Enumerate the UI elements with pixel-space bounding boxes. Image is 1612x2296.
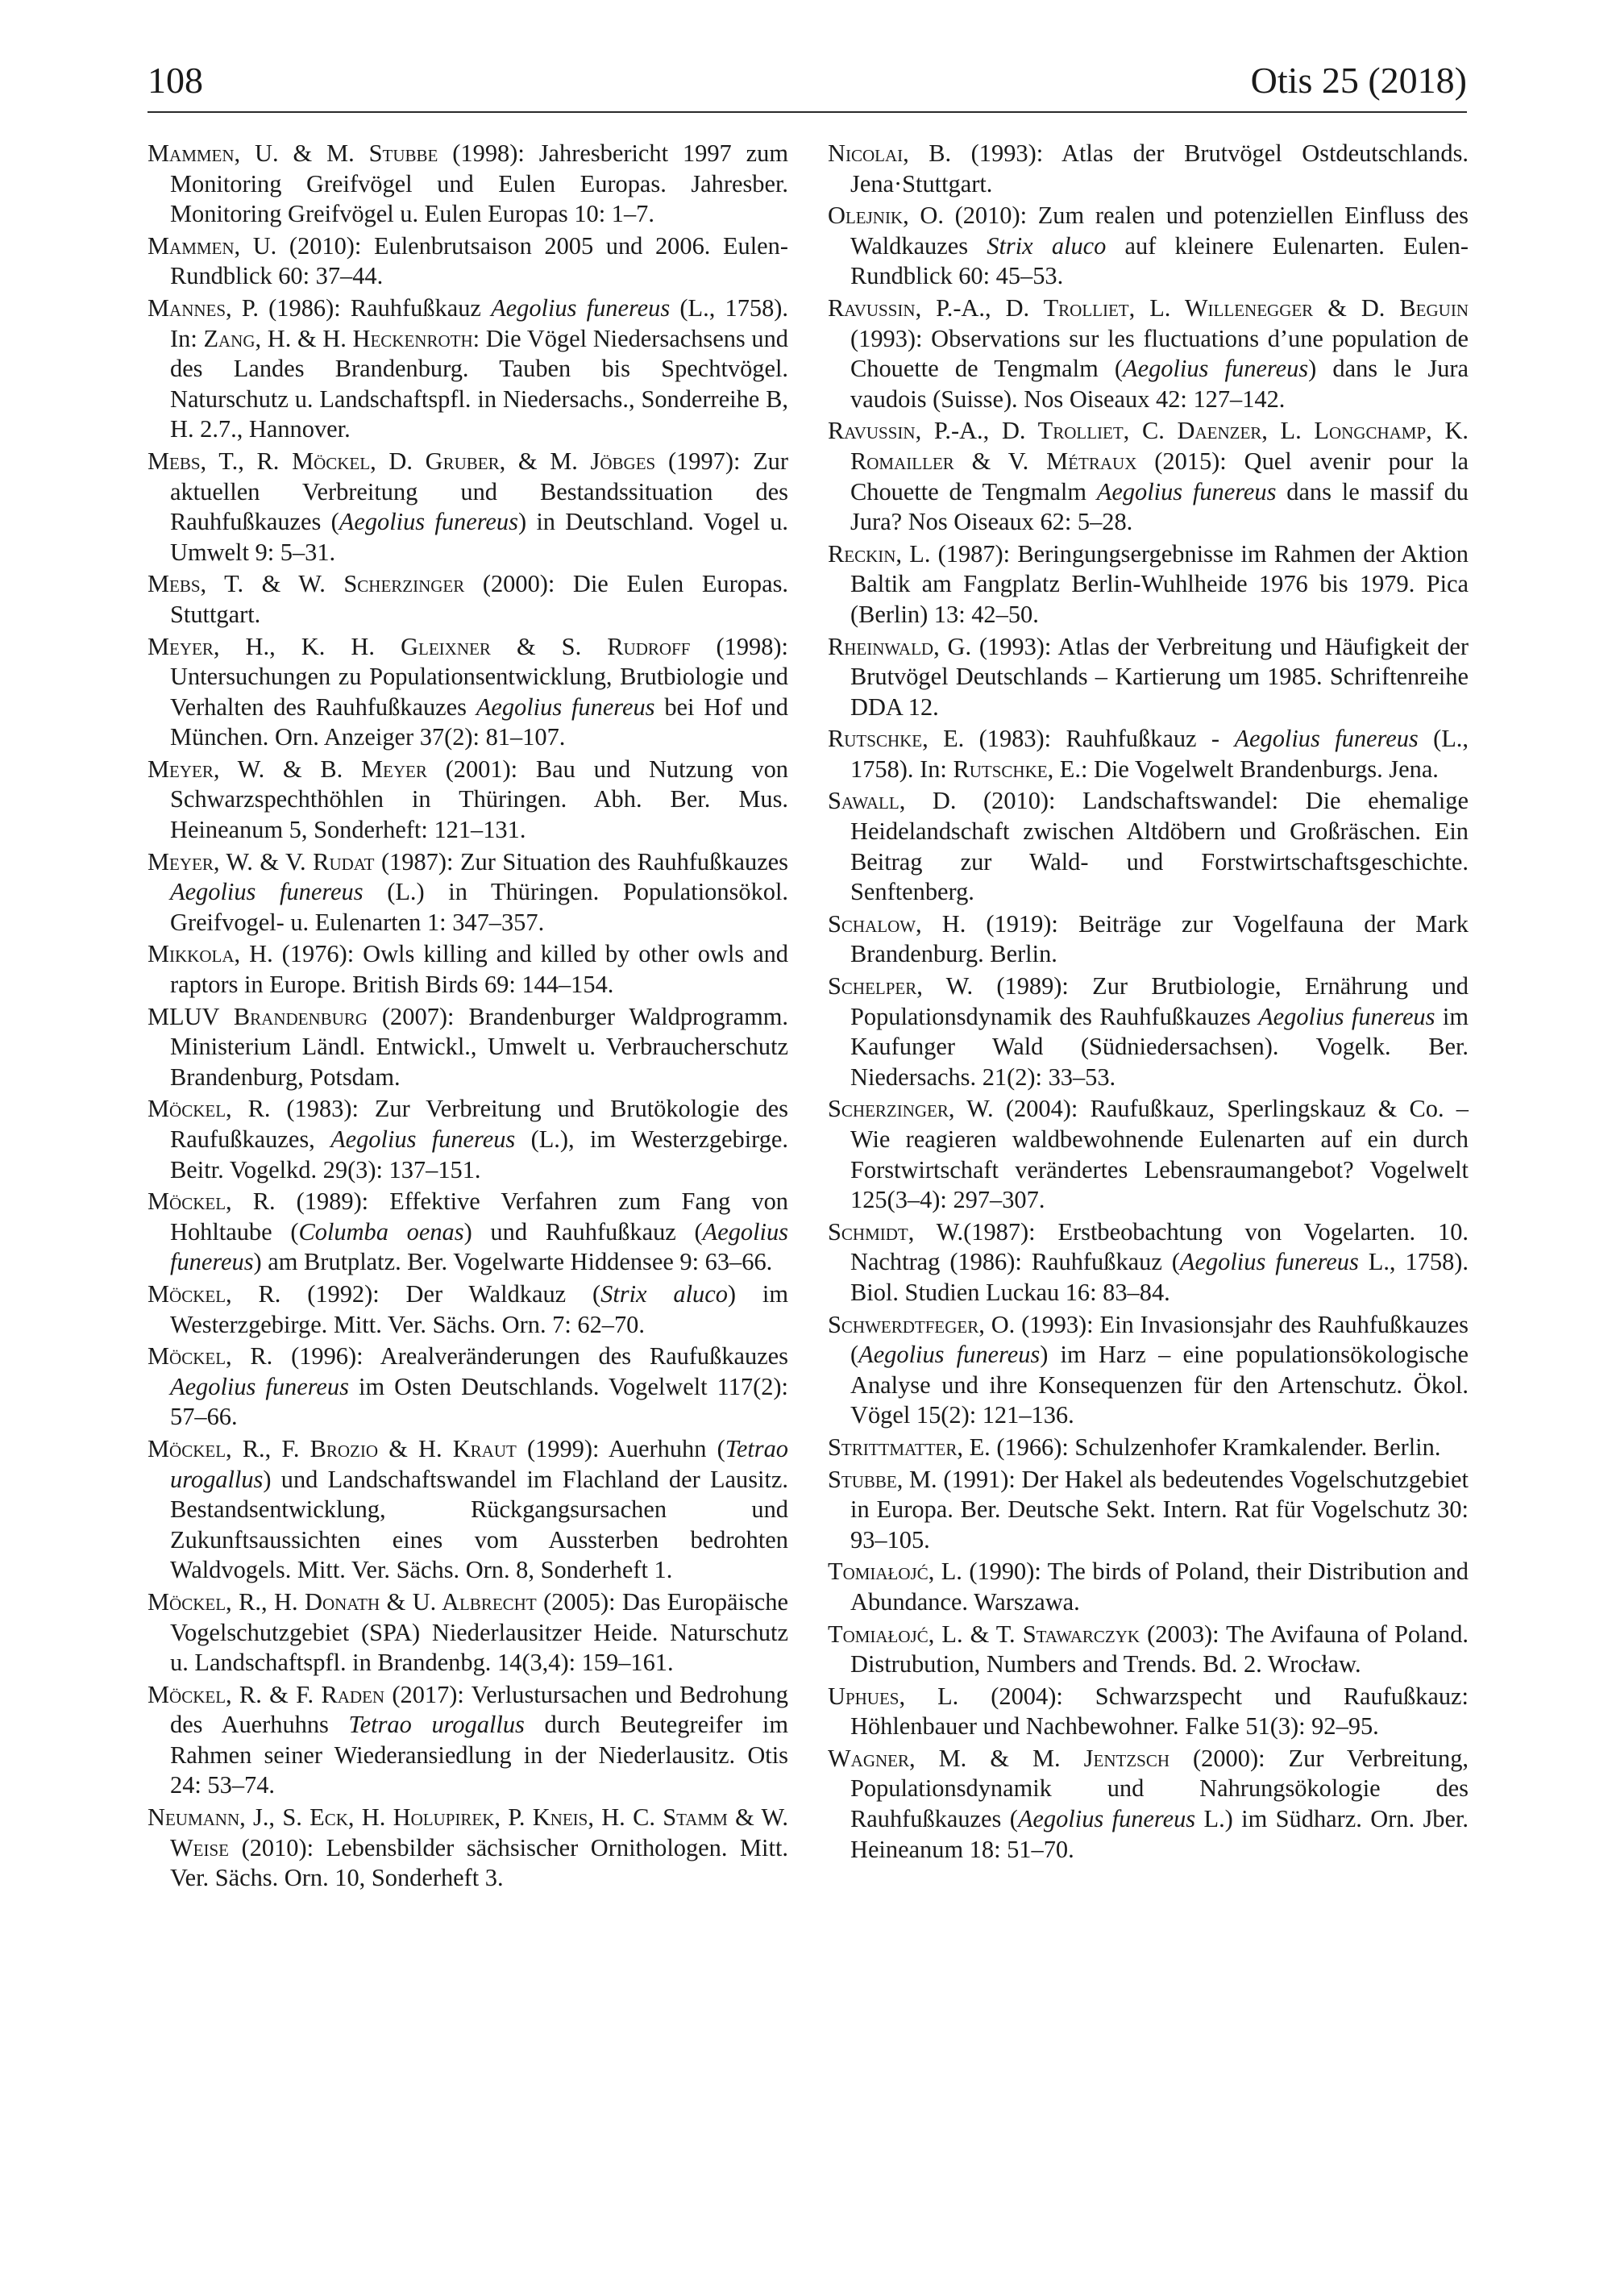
reference-text: (1987): Erstbeobachtung von Vogelarten. 10. Nachtrag (1986): Rauhfußkauz ( [850,1217,1469,1276]
reference-text: (2003): The Avifauna of Poland. Distrubution, Numbers and Trends. Bd. 2. Wrocław. [850,1620,1469,1678]
reference-entry [828,1557,1469,1617]
reference-text: (1987): Beringungsergebnisse im Rahmen der Aktion Baltik am Fangplatz Berlin-Wuhlheide 1976 bis 1979. Pica (Berlin) 13: 42–50. [850,539,1469,628]
reference-text: (L., 1758). In: [850,725,1469,783]
reference-text: ) im Harz – eine populationsökologische Analyse und ihre Konsequenzen für den Artenschutz. Ökol. Vögel 15(2): 121–136. [850,1341,1469,1429]
reference-authors: Reckin, L. [828,539,931,568]
species-name: Tetrao urogallus [348,1711,525,1739]
reference-text: (1998): Untersuchungen zu Populationsentwicklung, Brutbiologie und Verhalten des Rauhfußkauzes [170,632,788,721]
reference-entry [147,139,788,230]
reference-text: ) und Rauhfußkauz ( [463,1217,703,1246]
header-rule [147,111,1467,113]
reference-text: ) dans le Jura vaudois (Suisse). Nos Oiseaux 42: 127–142. [850,355,1469,413]
species-name: Aegolius funereus [1179,1248,1359,1276]
reference-entry [147,1434,788,1586]
reference-text: bei Hof und München. Orn. Anzeiger 37(2): 81–107. [170,693,788,751]
reference-text: (2010): Lebensbilder sächsischer Ornithologen. Mitt. Ver. Sächs. Orn. 10, Sonderheft 3. [170,1833,788,1892]
reference-authors: Möckel, R. [147,1342,273,1371]
reference-authors: Brandenburg [233,1002,368,1030]
reference-authors: Möckel, R., H. Donath & U. Albrecht [147,1587,537,1616]
reference-text: (1999): Auerhuhn ( [516,1434,725,1462]
reference-text: (1998): Jahresbericht 1997 zum Monitoring Greifvögel und Eulen Europas. Jahresber. Monitoring Greifvögel u. Eulen Europas 10: 1–7. [170,139,788,228]
species-name: Aegolius funereus [858,1341,1041,1369]
reference-text: (1989): Effektive Verfahren zum Fang von Hohltaube ( [170,1188,788,1246]
reference-entry [828,139,1469,199]
species-name: Aegolius funereus [339,508,518,536]
reference-entry [828,1217,1469,1308]
reference-text: (1996): Arealveränderungen des Raufußkauzes [272,1342,788,1371]
reference-entry [147,569,788,630]
reference-text: (2010): Eulenbrutsaison 2005 und 2006. Eulen-Rundblick 60: 37–44. [170,231,788,290]
reference-entry [828,1433,1469,1463]
reference-authors: Meyer, H., K. H. Gleixner & S. Rudroff [147,632,691,660]
reference-entry [828,1620,1469,1680]
reference-authors: Olejnik, O. [828,202,944,230]
reference-authors: Schalow, H. [828,909,966,938]
reference-entry [147,939,788,1000]
reference-authors: Sawall, D. [828,787,957,815]
reference-entry [828,1094,1469,1215]
reference-authors: Schwerdtfeger, O. [828,1310,1016,1338]
reference-authors: Mebs, T., R. Möckel, D. Gruber, & M. Jöbges [147,447,656,475]
species-name: Aegolius funereus [491,293,671,322]
reference-authors: Mammen, U. & M. Stubbe [147,139,438,167]
reference-text: ) im Westerzgebirge. Mitt. Ver. Sächs. Orn. 7: 62–70. [170,1279,788,1338]
reference-text: L., 1758). Biol. Studien Luckau 16: 83–84. [850,1248,1469,1306]
species-name: Aegolius funereus [476,693,655,721]
reference-authors: Strittmatter, E. [828,1433,991,1461]
reference-text: (1976): Owls killing and killed by other owls and raptors in Europe. British Birds 69: 144–154. [170,940,788,999]
reference-entry [828,786,1469,907]
species-name: Aegolius funereus [1258,1002,1435,1030]
references-left-column [147,139,788,1895]
reference-authors: Tomiałojć, L. [828,1558,962,1586]
reference-entry [828,971,1469,1092]
reference-text: (2000): Die Eulen Europas. Stuttgart. [170,570,789,628]
reference-text: (1983): Zur Verbreitung und Brutökologie des Raufußkauzes, [170,1095,788,1153]
reference-text: (2000): Zur Verbreitung, Populationsdynamik und Nahrungsökologie des Rauhfußkauzes ( [850,1744,1469,1833]
reference-authors: Ravussin, P.-A., D. Trolliet, C. Daenzer, L. Longchamp, K. Romailler & V. Métraux [828,417,1469,475]
reference-text: (L.) in Thüringen. Populationsökol. Greifvogel- u. Eulenarten 1: 347–357. [170,878,788,936]
reference-authors: Möckel, R. [147,1279,281,1308]
reference-authors: Wagner, M. & M. Jentzsch [828,1744,1170,1772]
reference-text: (2007): Brandenburger Waldprogramm. Ministerium Ländl. Entwickl., Umwelt u. Verbraucherschutz Brandenburg, Potsdam. [170,1002,789,1091]
reference-text: : Die Vögel Niedersachsens und des Landes Brandenburg. Tauben bis Spechtvögel. Naturschutz u. Landschaftspfl. in Niedersachs., Sonderreihe B, H. 2.7., Hannover. [170,324,788,443]
reference-authors: Scherzinger, W. [828,1095,994,1123]
reference-entry [828,1310,1469,1431]
reference-text: (1993): Atlas der Verbreitung und Häufigkeit der Brutvögel Deutschlands – Kartierung um 1985. Schriftenreihe DDA 12. [850,632,1469,721]
reference-entry [147,1680,788,1801]
species-name: Aegolius funereus [1017,1805,1196,1833]
reference-entry [147,1279,788,1340]
reference-entry [828,724,1469,784]
reference-entry [828,632,1469,723]
species-name: Tetrao urogallus [170,1434,788,1493]
reference-text: (2017): Verlustursachen und Bedrohung des Auerhuhns [170,1680,788,1739]
reference-authors: Mammen, U. [147,231,277,260]
species-name: Aegolius funereus [170,1217,789,1276]
reference-entry [828,1465,1469,1556]
reference-text: im Kaufunger Wald (Südniedersachsen). Vogelk. Ber. Niedersachs. 21(2): 33–53. [850,1002,1469,1091]
reference-text: (1986): Rauhfußkauz [258,293,492,322]
reference-text: (L.), im Westerzgebirge. Beitr. Vogelkd. 29(3): 137–151. [170,1125,789,1183]
reference-text: : Die Vogelwelt Brandenburgs. Jena. [1080,755,1439,783]
species-name: Aegolius funereus [330,1125,516,1153]
reference-text: (2004): Schwarzspecht und Raufußkauz: Höhlenbauer und Nachbewohner. Falke 51(3): 92–95. [850,1682,1469,1741]
reference-text: (1919): Beiträge zur Vogelfauna der Mark Brandenburg. Berlin. [850,909,1469,968]
references-right-column [828,139,1469,1866]
reference-text: MLUV [147,1002,234,1030]
reference-text: (1997): Zur aktuellen Verbreitung und Bestandssituation des Rauhfußkauzes ( [170,447,788,536]
reference-text: ) und Landschaftswandel im Flachland der Lausitz. Bestandsentwicklung, Rückgangsursachen und Zukunftsaussichten eines vom Aussterben bedrohten Waldvogels. Mitt. Ver. Sächs. Orn. 8, Sonderheft 1. [170,1465,788,1584]
reference-text: (2010): Zum realen und potenziellen Einfluss des Waldkauzes [850,202,1469,260]
reference-entry [147,1341,788,1433]
reference-entry [147,1094,788,1185]
reference-text: (2004): Raufußkauz, Sperlingskauz & Co. – Wie reagieren waldbewohnende Eulenarten auf ein durch Forstwirtschaft verändertes Lebensraumangebot? Vogelwelt 125(3–4): 297–307. [850,1095,1469,1214]
reference-text: ) in Deutschland. Vogel u. Umwelt 9: 5–31. [170,508,788,566]
reference-entry [828,539,1469,630]
reference-entry [828,201,1469,292]
species-name: Strix aluco [987,231,1107,260]
reference-text: (1966): Schulzenhofer Kramkalender. Berlin. [990,1433,1441,1461]
reference-authors: Schmidt, W. [828,1217,964,1246]
reference-text: (1991): Der Hakel als bedeutendes Vogelschutzgebiet in Europa. Ber. Deutsche Sekt. Intern. Rat für Vogelschutz 30: 93–105. [850,1465,1469,1554]
reference-text: (1993): Ein Invasionsjahr des Rauhfußkauzes ( [850,1310,1469,1369]
page-number: 108 [147,60,203,101]
reference-entry [147,1587,788,1678]
reference-text: durch Beutegreifer im Rahmen seiner Wiederansiedlung in der Niederlausitz. Otis 24: 53–74. [170,1711,789,1799]
species-name: Aegolius funereus [170,1372,349,1400]
reference-entry [828,909,1469,970]
reference-text: (1989): Zur Brutbiologie, Ernährung und Populationsdynamik des Rauhfußkauzes [850,972,1469,1030]
reference-authors: Nicolai, B. [828,139,952,167]
reference-authors: Meyer, W. & V. Rudat [147,847,375,876]
reference-authors: Möckel, R. & F. Raden [147,1680,385,1708]
reference-authors: Möckel, R. [147,1188,276,1216]
reference-entry [828,1682,1469,1742]
reference-authors: Uphues, L. [828,1682,959,1710]
reference-text: (2010): Landschaftswandel: Die ehemalige Heidelandschaft zwischen Altdöbern und Großräschen. Ein Beitrag zur Wald- und Forstwirtschaftsgeschichte. Senftenberg. [850,787,1469,906]
reference-text: L.) im Südharz. Orn. Jber. Heineanum 18: 51–70. [850,1805,1469,1863]
reference-text: (L., 1758). In: [170,293,789,352]
reference-text: auf kleinere Eulenarten. Eulen-Rundblick 60: 45–53. [850,231,1469,290]
reference-entry [147,1187,788,1278]
reference-text: (2001): Bau und Nutzung von Schwarzspechthöhlen in Thüringen. Abh. Ber. Mus. Heineanum 5, Sonderheft: 121–131. [170,755,788,844]
species-name: Aegolius funereus [1234,725,1419,753]
reference-authors: Meyer, W. & B. Meyer [147,755,427,783]
reference-entry [147,231,788,292]
reference-text: (1993): Atlas der Brutvögel Ostdeutschlands. Jena·Stuttgart. [850,139,1469,198]
reference-authors: Mebs, T. & W. Scherzinger [147,570,465,598]
reference-text: dans le massif du Jura? Nos Oiseaux 62: 5–28. [850,477,1469,536]
reference-entry [147,1002,788,1093]
species-name: Aegolius funereus [1096,477,1277,505]
reference-entry [147,755,788,846]
reference-text: (1992): Der Waldkauz ( [280,1279,601,1308]
reference-authors: Schelper, W. [828,972,974,1000]
reference-text: ) am Brutplatz. Ber. Vogelwarte Hiddensee 9: 63–66. [253,1248,773,1276]
reference-text: (1990): The birds of Poland, their Distribution and Abundance. Warszawa. [850,1558,1469,1616]
species-name: Strix aluco [600,1279,728,1308]
reference-authors: Mikkola, H. [147,940,273,968]
reference-authors: Rutschke, E. [828,725,965,753]
reference-text: im Osten Deutschlands. Vogelwelt 117(2): 57–66. [170,1372,788,1431]
reference-text: (1983): Rauhfußkauz - [964,725,1235,753]
reference-entry [147,293,788,445]
reference-text: (1993): Observations sur les fluctuations d’une population de Chouette de Tengmalm ( [850,324,1469,383]
reference-authors: Tomiałojć, L. & T. Stawarczyk [828,1620,1140,1648]
reference-text: (2005): Das Europäische Vogelschutzgebiet (SPA) Niederlausitzer Heide. Naturschutz u. Landschaftspfl. in Brandenbg. 14(3,4): 159–161. [170,1587,788,1677]
reference-authors: Möckel, R. [147,1095,271,1123]
species-name: Aegolius funereus [1123,355,1309,383]
journal-citation: Otis 25 (2018) [1250,60,1467,101]
reference-entry [147,1803,788,1894]
reference-authors: Stubbe, M. [828,1465,937,1493]
species-name: Columba oenas [298,1217,464,1246]
reference-entry [147,632,788,753]
reference-authors: Mannes, P. [147,293,259,322]
reference-entry [147,847,788,938]
reference-text: (2015): Quel avenir pour la Chouette de Tengmalm [850,447,1469,505]
reference-authors: Zang, H. & H. Heckenroth [203,324,473,352]
reference-entry [828,1744,1469,1865]
reference-authors: Neumann, J., S. Eck, H. Holupirek, P. Kneis, H. C. Stamm & W. Weise [147,1803,788,1861]
reference-entry [828,416,1469,537]
species-name: Aegolius funereus [170,878,364,906]
reference-authors: Rutschke, E. [953,755,1081,783]
reference-entry [828,293,1469,414]
reference-authors: Ravussin, P.-A., D. Trolliet, L. Willenegger & D. Beguin [828,293,1469,322]
reference-text: (1987): Zur Situation des Rauhfußkauzes [374,847,788,876]
reference-entry [147,447,788,568]
reference-authors: Rheinwald, G. [828,632,972,660]
reference-authors: Möckel, R., F. Brozio & H. Kraut [147,1434,517,1462]
